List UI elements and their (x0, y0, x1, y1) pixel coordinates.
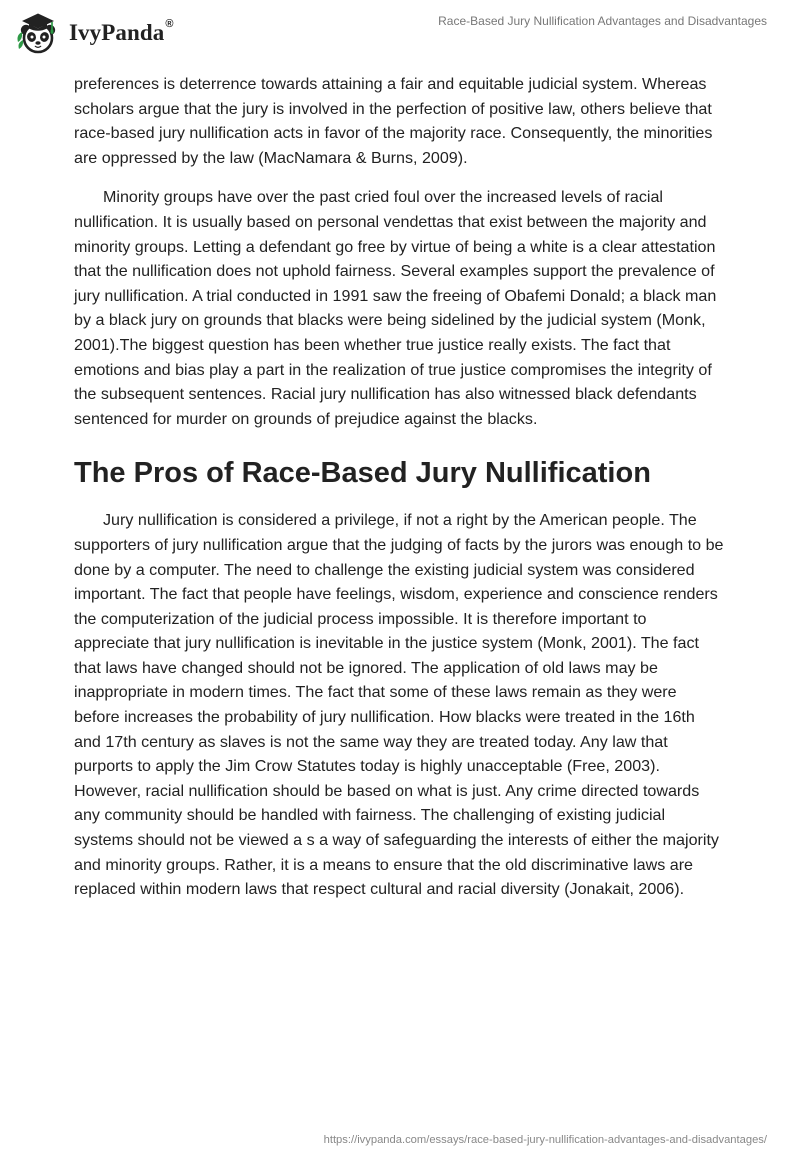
registered-mark: ® (165, 18, 174, 30)
source-url[interactable]: https://ivypanda.com/essays/race-based-jury-nullification-advantages-and-disadvantages/ (323, 1134, 767, 1146)
document-title: Race-Based Jury Nullification Advantages and Disadvantages (438, 14, 767, 28)
article-paragraph: Jury nullification is considered a privilege, if not a right by the American people. The supporters of jury nullification argue that the judging of facts by the jurors was enough to be done by a computer. The need to challenge the existing judicial system was considered important. The fact that people have feelings, wisdom, experience and conscience renders the computerization of the judicial process impossible. It is therefore important to appreciate that jury nullification is inevitable in the justice system (Monk, 2001). The fact that laws have changed should not be ignored. The application of old laws may be inappropriate in modern times. The fact that some of these laws remain as they were before increases the probability of jury nullification. How blacks were treated in the 16th and 17th century as slaves is not the same way they are treated today. Any law that purports to apply the Jim Crow Statutes today is highly unacceptable (Free, 2003). However, racial nullification should be based on what is just. Any crime directed towards any community should be handled with fairness. The challenging of existing judicial systems should not be viewed a s a way of safeguarding the interests of either the majority and minority groups. Rather, it is a means to ensure that the old discriminative laws are replaced within modern laws that respect cultural and racial diversity (Jonakait, 2006). (74, 511, 724, 899)
panda-graduation-cap-icon (15, 9, 61, 55)
article-paragraph: preferences is deterrence towards attaining a fair and equitable judicial system. Whereas scholars argue that the jury is involved in the perfection of positive law, others believe that race-based jury nullification acts in favor of the majority race. Consequently, the minorities are oppressed by the law (MacNamara & Burns, 2009). (74, 75, 713, 167)
article-body (74, 72, 726, 902)
section-heading: The Pros of Race-Based Jury Nullification (74, 457, 651, 490)
brand-logo[interactable] (15, 9, 174, 55)
page-header (0, 0, 800, 66)
brand-name: IvyPanda® (69, 18, 174, 45)
article-paragraph: Minority groups have over the past cried foul over the increased levels of racial nullification. It is usually based on personal vendettas that exist between the majority and minority groups. Letting a defendant go free by virtue of being a white is a clear attestation that the nullification does not uphold fairness. Several examples support the prevalence of jury nullification. A trial conducted in 1991 saw the freeing of Obafemi Donald; a black man by a black jury on grounds that blacks were being sidelined by the judicial system (Monk, 2001).The biggest question has been whether true justice really exists. The fact that emotions and bias play a part in the realization of true justice compromises the integrity of the subsequent sentences. Racial jury nullification has also witnessed black defendants sentenced for murder on grounds of prejudice against the blacks. (74, 188, 717, 428)
